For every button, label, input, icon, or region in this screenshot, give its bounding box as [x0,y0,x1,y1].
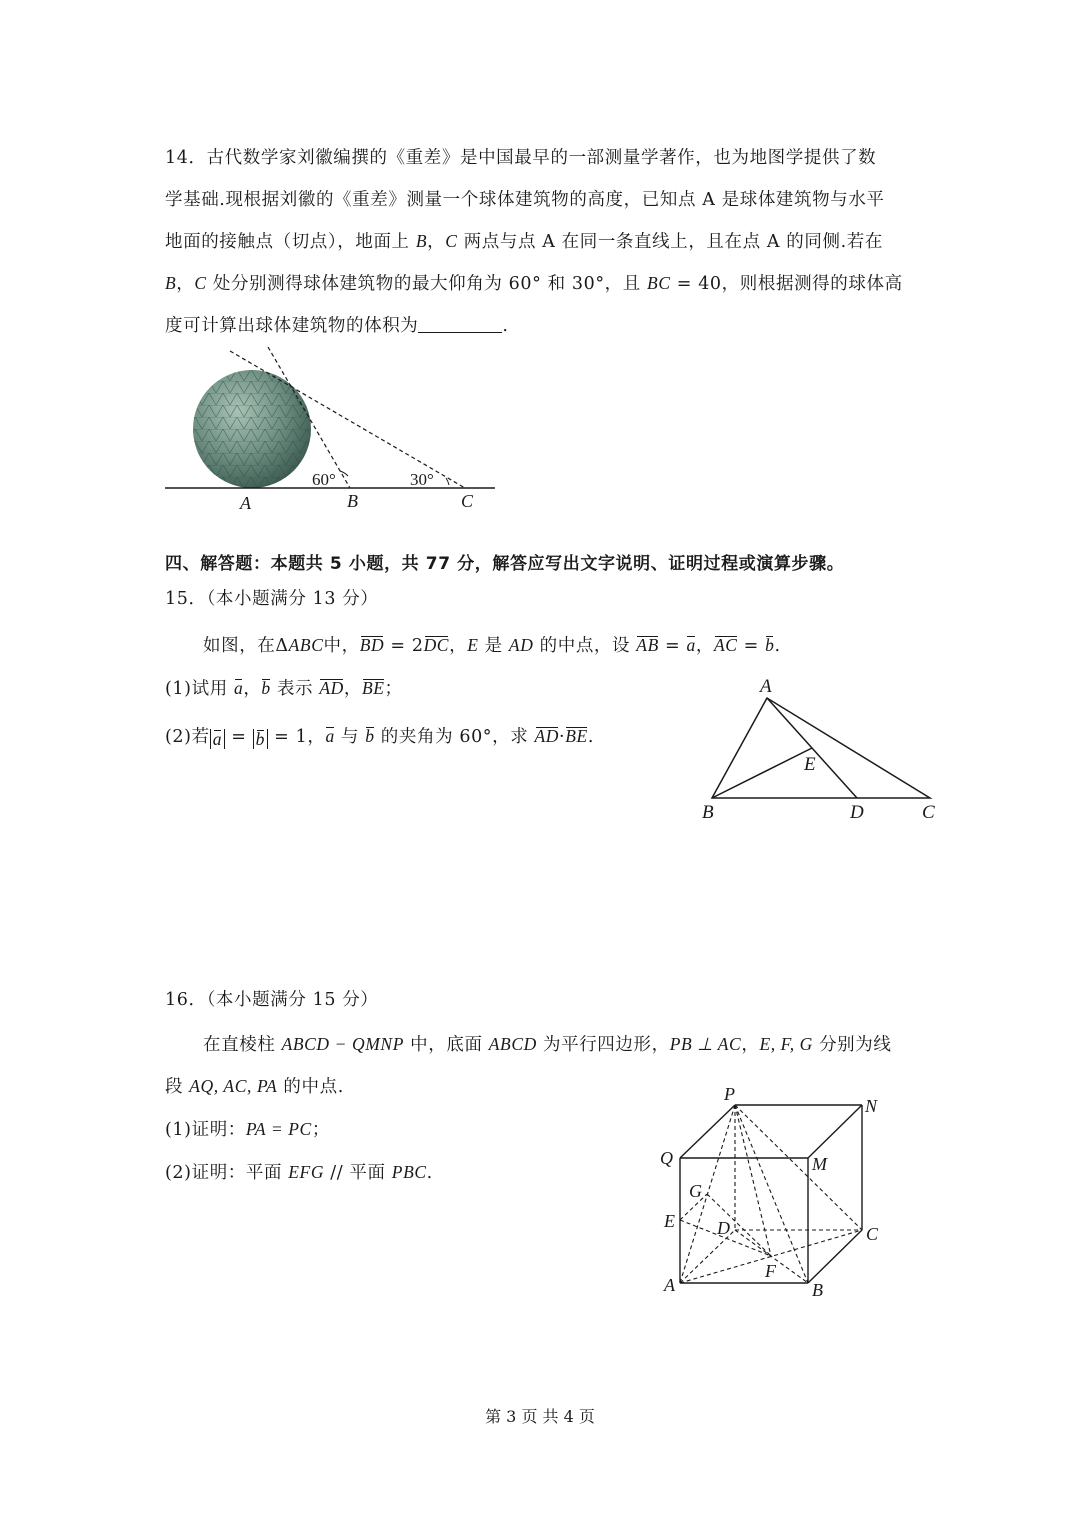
text: = 2 [384,636,424,656]
point-label-c: C [866,1224,879,1244]
point-label-b: B [812,1280,823,1300]
vector-be: BE [361,678,385,698]
text: = 40，则根据测得的球体高 [670,274,903,294]
q14-line-4 [165,270,903,295]
page-number-footer: 第 3 页 共 4 页 [485,1407,595,1426]
point-label: B [165,273,177,293]
edge-qp [680,1105,735,1158]
text: (2)若 [165,727,210,747]
point-label-a: A [664,1275,675,1295]
q15-part-2 [165,723,594,749]
point-label-f: F [765,1261,776,1281]
text: 的中点，设 [533,636,637,656]
vector-be: BE [565,726,588,746]
vector-b: b [365,726,375,746]
text: ， [427,232,446,252]
plane-label: EFG [288,1162,325,1182]
perpendicular-expr: PB ⊥ AC [669,1034,742,1054]
point-label-b: B [702,802,714,823]
q14-line-2: 学基础.现根据刘徽的《重差》测量一个球体建筑物的高度，已知点 A 是球体建筑物与水平 [165,190,885,210]
answer-blank[interactable] [418,316,502,333]
point-label: E [467,635,479,655]
point-label-d: D [717,1218,730,1238]
point-label-a: A [760,676,772,697]
text: . [502,316,509,336]
q15-triangle-figure [690,670,955,830]
vector-dc: DC [423,635,450,655]
text: 处分别测得球体建筑物的最大仰角为 60° 和 30°，且 [206,274,648,294]
q16-line-2 [165,1073,344,1098]
edge-mn [808,1105,862,1158]
point-label-b: B [347,491,358,511]
text: 表示 [270,679,320,699]
text: = [737,636,766,656]
text: 的中点. [277,1077,344,1097]
text: ， [449,636,468,656]
text: = [658,636,687,656]
point-label-q: Q [660,1148,673,1168]
q14-sphere-figure [160,345,505,520]
text: 中， [323,636,360,656]
point-label-e: E [664,1211,675,1231]
text: 与 [334,727,366,747]
base-label: ABCD [488,1034,537,1054]
text: 段 [165,1077,190,1097]
segment-label: AD [508,635,534,655]
point-label-g: G [689,1181,702,1201]
triangle-abc [712,698,930,798]
segment-label: BC [647,273,671,293]
points-label: E, F, G [759,1034,813,1054]
angle-label-60: 60° [312,470,336,489]
q16-part-1 [165,1116,330,1141]
text: . [426,1163,433,1183]
text: 两点与点 A 在同一条直线上，且在点 A 的同侧.若在 [457,232,883,252]
vector-ab: AB [636,635,659,655]
vector-b: b [261,678,271,698]
vector-ac: AC [713,635,738,655]
text: 的夹角为 60°，求 [374,727,535,747]
q14-line-3 [165,228,883,253]
text: 是 [478,636,509,656]
q16-part-2 [165,1159,433,1184]
point-label: C [445,231,458,251]
q16-header: 16．（本小题满分 15 分） [165,990,379,1010]
point-label-p: P [724,1084,735,1104]
text: 分别为线 [812,1035,892,1055]
q16-prism-figure [655,1080,895,1305]
text: ， [695,636,714,656]
point-label: B [415,231,428,251]
vector-a: a [212,729,223,749]
q14-line-5 [165,312,509,337]
triangle-label: ABC [288,635,324,655]
text: ， [741,1035,760,1055]
plane-label: PBC [391,1162,427,1182]
point-label-a: A [240,493,251,513]
text: = 1， [268,727,326,747]
segment-pf [735,1105,771,1256]
text: ； [384,679,403,699]
vector-a: a [686,635,696,655]
point-label-d: D [850,802,864,823]
prism-label: ABCD − QMNP [281,1034,404,1054]
angle-arc-b [340,471,348,476]
segment-be [712,748,812,798]
text: ， [243,679,262,699]
q14-line-1: 14．古代数学家刘徽编撰的《重差》是中国最早的一部测量学著作，也为地图学提供了数 [165,148,877,168]
point-label: C [194,273,207,293]
q16-line-1 [203,1031,891,1056]
text: · [559,727,566,747]
text: (1)试用 [165,679,234,699]
text: 度可计算出球体建筑物的体积为 [165,316,419,336]
text: . [774,636,781,656]
point-label-n: N [865,1096,878,1116]
text: 为平行四边形， [536,1035,670,1055]
text: (1)证明： [165,1120,246,1140]
point-label-e: E [804,754,816,775]
equation: PA = PC [245,1119,312,1139]
text: 地面的接触点（切点），地面上 [165,232,416,252]
vector-b: b [255,729,266,749]
vector-a: a [325,726,335,746]
text: // 平面 [324,1163,392,1183]
text: 如图，在Δ [203,636,289,656]
point-label-m: M [812,1154,827,1174]
text: 中，底面 [404,1035,489,1055]
vector-bd: BD [359,635,385,655]
sphere-mesh [190,365,320,495]
q15-intro [203,632,781,657]
point-label-c: C [922,802,935,823]
text: ， [176,274,195,294]
vector-b: b [765,635,775,655]
text: = [225,727,253,747]
text: ， [343,679,362,699]
vector-ad: AD [534,726,560,746]
vector-a: a [233,678,244,698]
segments-label: AQ, AC, PA [189,1076,278,1096]
q15-part-1 [165,675,403,700]
vector-ad: AD [319,678,344,698]
section-4-heading: 四、解答题：本题共 5 小题，共 77 分，解答应写出文字说明、证明过程或演算步骤。 [165,554,845,574]
text: . [587,727,594,747]
text: ； [311,1120,330,1140]
text: (2)证明：平面 [165,1163,289,1183]
angle-label-30: 30° [410,470,434,489]
text: 在直棱柱 [203,1035,282,1055]
q15-header: 15．（本小题满分 13 分） [165,589,379,609]
point-label-c: C [461,491,474,511]
